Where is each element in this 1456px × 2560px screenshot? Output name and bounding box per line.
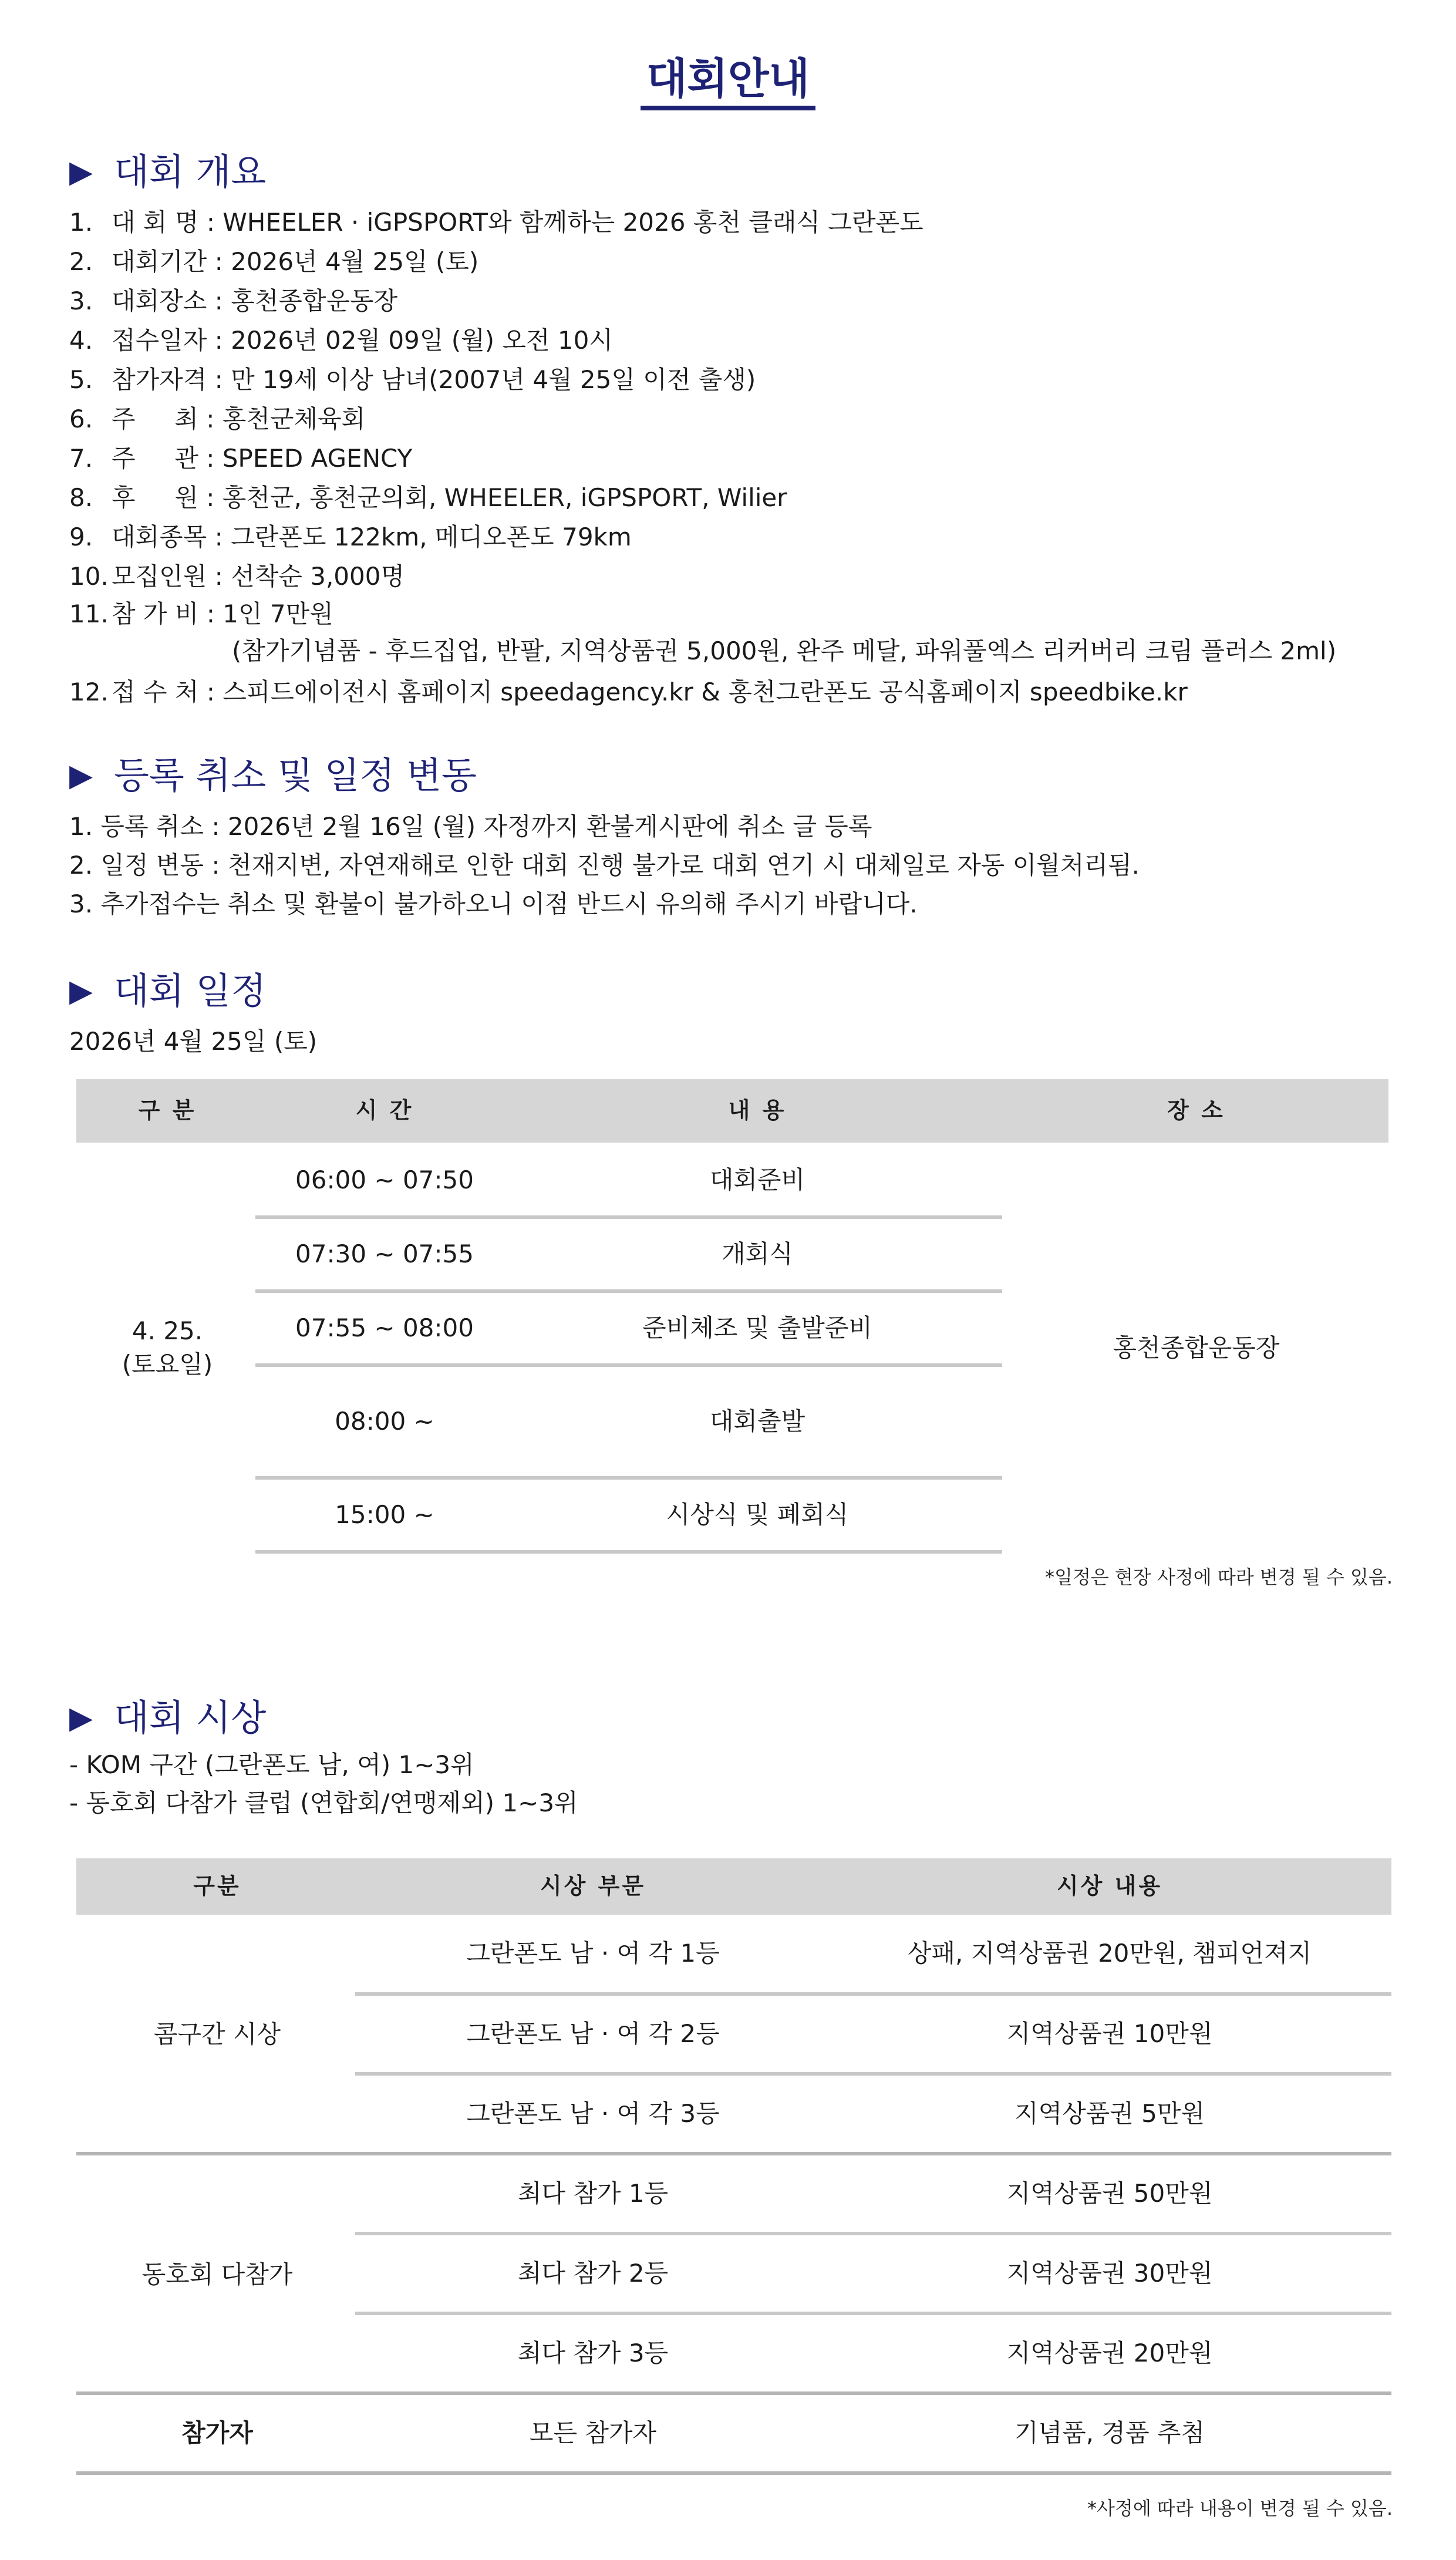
overview-item-separator: : <box>207 523 231 551</box>
overview-item-number: 4. <box>69 326 93 355</box>
awards-group-name: 동호회 다참가 <box>141 2259 293 2289</box>
schedule-header-cell: 장 소 <box>1167 1097 1225 1124</box>
overview-item-number: 5. <box>69 365 93 394</box>
overview-item-value: 홍천종합운동장 <box>231 287 398 315</box>
awards-prize: 지역상품권 50만원 <box>1006 2178 1213 2208</box>
schedule-content: 대회준비 <box>709 1165 805 1194</box>
overview-item-separator: : <box>207 287 231 315</box>
awards-prize: 지역상품권 20만원 <box>1006 2338 1213 2367</box>
overview-item-value: SPEED AGENCY <box>222 444 413 473</box>
schedule-content: 시상식 및 폐회식 <box>666 1500 849 1529</box>
overview-item-label: 대회종목 <box>112 523 207 551</box>
overview-item-label: 대 회 명 <box>112 208 199 237</box>
section-heading-schedule <box>69 969 267 1012</box>
awards-item: - KOM 구간 (그란폰도 남, 여) 1~3위 <box>69 1750 474 1779</box>
awards-header-cell: 시상 내용 <box>1056 1873 1163 1899</box>
awards-category: 모든 참가자 <box>529 2418 657 2447</box>
overview-item-number: 9. <box>69 523 93 551</box>
awards-prize: 기념품, 경품 추첨 <box>1014 2418 1205 2447</box>
overview-item-number: 6. <box>69 405 93 433</box>
section-heading-text: 대회 일정 <box>114 969 267 1012</box>
overview-item <box>69 564 405 589</box>
schedule-time: 08:00 ~ <box>335 1406 434 1436</box>
overview-item-label: 접 수 처 <box>112 678 199 706</box>
triangle-right-icon: ▶ <box>69 154 93 190</box>
schedule-content: 준비체조 및 출발준비 <box>642 1313 872 1342</box>
overview-item-value: 스피드에이전시 홈페이지 speedagency.kr & 홍천그란폰도 공식홈페이지 speedbike.kr <box>223 678 1188 706</box>
section-heading-text: 등록 취소 및 일정 변동 <box>114 754 477 797</box>
overview-item <box>69 446 412 471</box>
schedule-time: 15:00 ~ <box>335 1500 434 1529</box>
overview-item-label: 대회장소 <box>112 287 207 315</box>
schedule-place-cell: 홍천종합운동장 <box>1113 1333 1280 1362</box>
overview-item-value: 2026년 4월 25일 (토) <box>231 247 479 276</box>
overview-item-label: 후 원 <box>112 483 198 512</box>
awards-prize: 상패, 지역상품권 20만원, 챔피언져지 <box>907 1938 1312 1968</box>
schedule-header-cell: 내 용 <box>728 1097 787 1124</box>
overview-item-number: 7. <box>69 444 93 473</box>
awards-prize: 지역상품권 30만원 <box>1006 2258 1213 2288</box>
section-heading-cancel <box>69 754 477 797</box>
overview-item-separator: : <box>198 208 223 237</box>
overview-item-separator: : <box>207 365 231 394</box>
awards-category: 그란폰도 남 · 여 각 3등 <box>466 2098 720 2128</box>
overview-item-separator: : <box>207 562 231 591</box>
overview-item-label: 주 최 <box>112 405 198 433</box>
overview-item-value: 홍천군체육회 <box>222 405 366 433</box>
overview-item-label: 접수일자 <box>112 326 207 355</box>
overview-item-number: 1. <box>69 208 93 237</box>
schedule-time: 07:30 ~ 07:55 <box>295 1239 474 1268</box>
overview-item-value: 1인 7만원 <box>223 599 333 628</box>
overview-item-label: 주 관 <box>112 444 198 473</box>
section-heading-awards <box>69 1696 267 1739</box>
awards-table-bottom <box>76 2471 1391 2475</box>
overview-item-label: 참 가 비 <box>112 599 199 628</box>
schedule-header-cell: 구 분 <box>138 1097 197 1124</box>
overview-item-label: 참가자격 <box>112 365 207 394</box>
overview-item-separator: : <box>207 247 231 276</box>
awards-category: 최다 참가 2등 <box>517 2258 669 2288</box>
awards-group-name: 참가자 <box>181 2418 253 2447</box>
page-title <box>0 54 1456 110</box>
awards-prize: 지역상품권 10만원 <box>1006 2019 1213 2048</box>
overview-item-number: 3. <box>69 287 93 315</box>
overview-item-value: 2026년 02월 09일 (월) 오전 10시 <box>231 326 613 355</box>
cancel-item: 1. 등록 취소 : 2026년 2월 16일 (월) 자정까지 환불게시판에 취소 글 등록 <box>69 812 872 841</box>
overview-item-separator: : <box>198 405 223 433</box>
awards-category: 최다 참가 3등 <box>517 2338 669 2367</box>
overview-item-separator: : <box>198 444 223 473</box>
overview-item <box>69 483 787 512</box>
overview-item-label: 모집인원 <box>112 562 207 591</box>
cancel-item: 3. 추가접수는 취소 및 환불이 불가하오니 이점 반드시 유의해 주시기 바랍니다. <box>69 890 918 918</box>
overview-item-number: 2. <box>69 247 93 276</box>
awards-group-name: 콤구간 시상 <box>153 2019 281 2049</box>
overview-item-number: 10. <box>69 562 109 591</box>
overview-item-separator: : <box>207 326 231 355</box>
schedule-note: *일정은 현장 사정에 따라 변경 될 수 있음. <box>1045 1566 1393 1588</box>
schedule-date: 2026년 4월 25일 (토) <box>69 1027 318 1056</box>
section-heading-text: 대회 시상 <box>114 1696 267 1739</box>
overview-item <box>69 525 632 550</box>
schedule-day-cell: 4. 25. (토요일) <box>122 1316 213 1379</box>
overview-item-value: 그란폰도 122km, 메디오폰도 79km <box>231 523 632 551</box>
overview-item-value: 선착순 3,000명 <box>231 562 405 591</box>
overview-item <box>69 680 1188 705</box>
schedule-content: 개회식 <box>722 1239 793 1268</box>
schedule-header-cell: 시 간 <box>355 1097 414 1124</box>
schedule-time: 07:55 ~ 08:00 <box>295 1313 474 1342</box>
overview-item-separator: : <box>198 678 223 706</box>
overview-item <box>69 599 333 628</box>
overview-item-label: 대회기간 <box>112 247 207 276</box>
cancel-item: 2. 일정 변동 : 천재지변, 자연재해로 인한 대회 진행 불가로 대회 연기 시 대체일로 자동 이월처리됨. <box>69 851 1140 880</box>
overview-item <box>69 247 479 276</box>
overview-item <box>69 289 397 314</box>
fee-note: (참가기념품 - 후드집업, 반팔, 지역상품권 5,000원, 완주 메달, 파워풀엑스 리커버리 크림 플러스 2ml) <box>232 636 1337 665</box>
awards-note: *사정에 따라 내용이 변경 될 수 있음. <box>1087 2497 1393 2519</box>
overview-item-value: 홍천군, 홍천군의회, WHEELER, iGPSPORT, Wilier <box>222 483 787 512</box>
overview-item-separator: : <box>198 483 223 512</box>
awards-category: 그란폰도 남 · 여 각 1등 <box>466 1938 720 1968</box>
overview-item-number: 11. <box>69 599 109 628</box>
page-title-text: 대회안내 <box>641 56 815 110</box>
overview-item <box>69 407 365 432</box>
overview-item-number: 12. <box>69 678 109 706</box>
overview-item <box>69 328 613 353</box>
triangle-right-icon: ▶ <box>69 1700 93 1736</box>
overview-item-value: 만 19세 이상 남녀(2007년 4월 25일 이전 출생) <box>231 365 756 394</box>
section-heading-overview <box>69 150 267 193</box>
awards-header-cell: 구분 <box>193 1873 241 1899</box>
awards-item: - 동호회 다참가 클럽 (연합회/연맹제외) 1~3위 <box>69 1788 578 1817</box>
schedule-time: 06:00 ~ 07:50 <box>295 1165 474 1194</box>
awards-category: 최다 참가 1등 <box>517 2178 669 2208</box>
schedule-row-divider <box>255 1550 1002 1554</box>
overview-item-value: WHEELER · iGPSPORT와 함께하는 2026 홍천 클래식 그란폰도 <box>223 208 924 237</box>
triangle-right-icon: ▶ <box>69 974 93 1009</box>
awards-prize: 지역상품권 5만원 <box>1014 2098 1205 2128</box>
overview-item-number: 8. <box>69 483 93 512</box>
overview-item-separator: : <box>198 599 223 628</box>
schedule-content: 대회출발 <box>709 1406 805 1436</box>
awards-category: 그란폰도 남 · 여 각 2등 <box>466 2019 720 2048</box>
awards-header-cell: 시상 부문 <box>540 1873 646 1899</box>
overview-item <box>69 365 756 394</box>
triangle-right-icon: ▶ <box>69 758 93 793</box>
overview-item <box>69 210 924 235</box>
section-heading-text: 대회 개요 <box>114 150 267 193</box>
